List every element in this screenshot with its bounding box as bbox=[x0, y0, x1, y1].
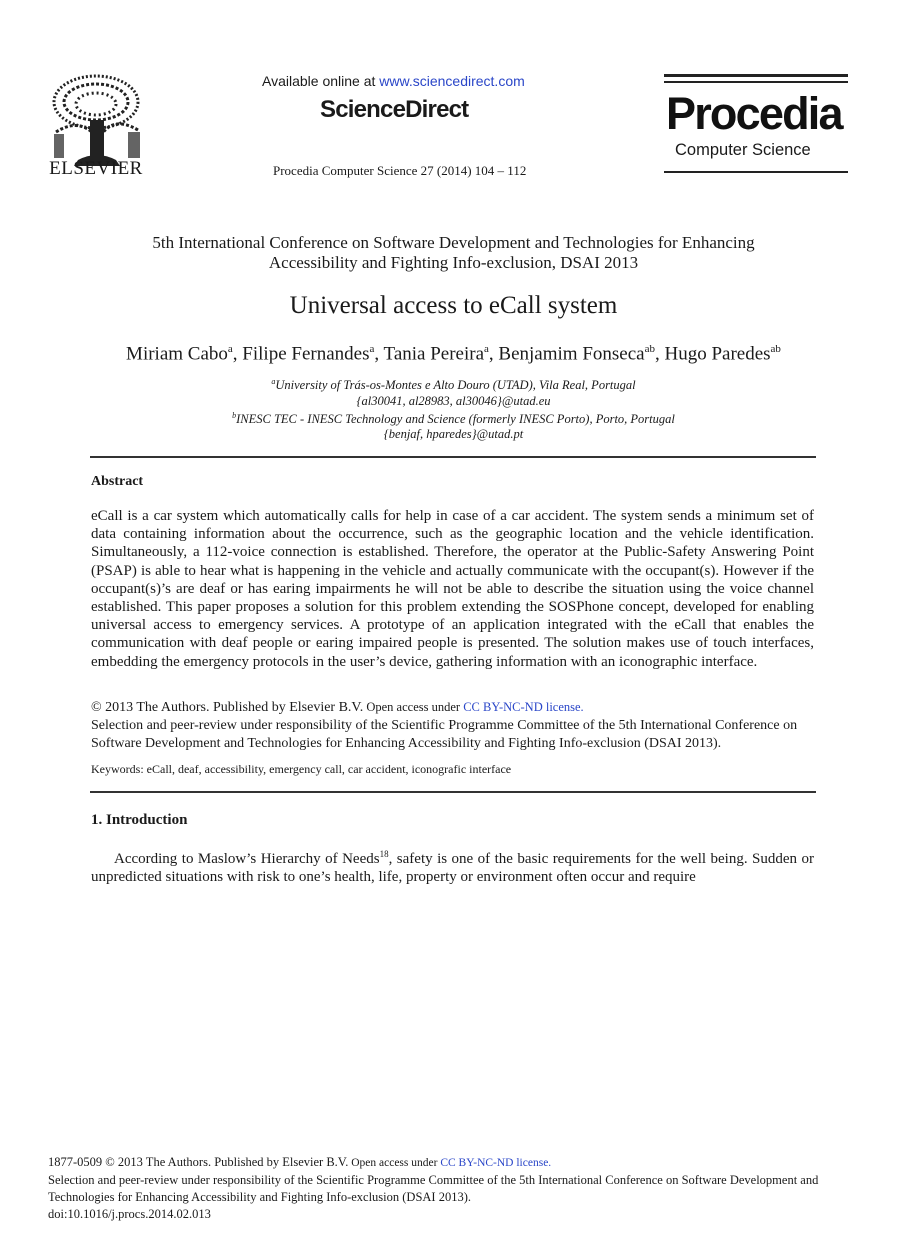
intro-text: According to Maslow’s Hierarchy of Needs bbox=[114, 851, 380, 867]
procedia-logo bbox=[664, 74, 848, 174]
affiliation-mark: b bbox=[232, 411, 237, 420]
author-affiliation-mark: ab bbox=[770, 343, 781, 355]
footer-license-link[interactable]: CC BY-NC-ND license. bbox=[440, 1157, 552, 1169]
author-name: Miriam Cabo bbox=[126, 343, 228, 365]
affiliation bbox=[0, 377, 907, 393]
affiliation-emails bbox=[0, 427, 907, 442]
logo-rule-bottom bbox=[664, 171, 848, 173]
journal-reference: Procedia Computer Science 27 (2014) 104 – 112 bbox=[273, 163, 527, 178]
conference-line-2: Accessibility and Fighting Info-exclusion, DSAI 2013 bbox=[268, 253, 639, 272]
copyright-text: © 2013 The Authors. Published by Elsevier B.V. bbox=[91, 700, 364, 715]
intro-text: , safety is one of the basic requirements for the well being. Sudden or unpredicted situations with risk to one’s health, life, property or environment often occur and require bbox=[91, 851, 814, 885]
affiliation-text: {al30041, al28983, al30046}@utad.eu bbox=[356, 394, 551, 408]
author-name: Tania Pereira bbox=[383, 343, 485, 365]
author-name: Hugo Paredes bbox=[664, 343, 771, 365]
publisher-name: ELSEVIER bbox=[49, 158, 143, 179]
abstract-text: eCall is a car system which automatically calls for help in case of a car accident. The system sends a minimum set of data containing information about the occurrence, such as the geographic location and the vehicle identification. Simultaneously, a 112-voice connection is established. Therefore, the operator at the Public-Safety Answering Point (PSAP) is able to hear what is happening in the vehicle and actually communicate with the occupant(s). However if the occupant(s)’s are deaf or has earing impairments he will not be able to describe the situation using the voice channel established. This paper proposes a solution for this problem extending the SOSPhone concept, developed for enabling universal access to emergency services. A prototype of an application integrated with the eCall that enables the communication with deaf people or earing impaired people is presented. The solution makes use of touch interfaces, embedding the emergency protocols in the user’s device, gathering information with an iconographic interface. bbox=[91, 508, 814, 670]
procedia-subtitle: Computer Science bbox=[675, 141, 811, 159]
affiliation-text: {benjaf, hparedes}@utad.pt bbox=[383, 427, 524, 441]
author-affiliation-mark: a bbox=[227, 343, 233, 355]
author-name: Filipe Fernandes bbox=[242, 343, 370, 365]
sciencedirect-link[interactable]: www.sciencedirect.com bbox=[379, 73, 525, 89]
divider bbox=[90, 791, 816, 793]
logo-rule-top-thin bbox=[664, 81, 848, 83]
sciencedirect-logo: ScienceDirect bbox=[320, 96, 469, 123]
abstract-heading: Abstract bbox=[91, 474, 144, 489]
author-affiliation-mark: ab bbox=[644, 343, 655, 355]
affiliation-mark: a bbox=[271, 377, 276, 386]
available-online bbox=[262, 73, 525, 89]
logo-rule-top bbox=[664, 74, 848, 77]
page-footer bbox=[48, 1154, 858, 1223]
open-access-text: Open access under bbox=[363, 700, 464, 714]
open-access-text: Open access under bbox=[348, 1157, 441, 1169]
conference-line-1: 5th International Conference on Software Development and Technologies for Enhancing bbox=[152, 233, 755, 252]
paper-title: Universal access to eCall system bbox=[289, 292, 618, 319]
divider bbox=[90, 456, 816, 458]
affiliation bbox=[0, 411, 907, 427]
section-heading: 1. Introduction bbox=[91, 812, 188, 828]
author-name: Benjamim Fonseca bbox=[498, 343, 645, 365]
procedia-title: Procedia bbox=[666, 88, 842, 139]
footer-issn bbox=[48, 1154, 858, 1172]
affiliation-text: INESC TEC - INESC Technology and Science (formerly INESC Porto), Porto, Portugal bbox=[236, 412, 675, 427]
author-list: Miriam Cabo$^a$, Filipe Fernandes$^a$, Tania Pereira$^a$, Benjamim Fonseca$^{ab}$, Hugo Paredes$^{ab}$ bbox=[126, 343, 781, 365]
intro-paragraph bbox=[91, 850, 814, 886]
footer-doi: doi:10.1016/j.procs.2014.02.013 bbox=[48, 1207, 211, 1221]
copyright-line bbox=[91, 700, 584, 716]
citation-ref[interactable]: 18 bbox=[379, 849, 389, 859]
footer-selection: Selection and peer-review under responsibility of the Scientific Programme Committee of the 5th International Conference on Software Development and Technologies for Enhancing Accessibility and Fighting Info-exclusion (DSAI 2013). bbox=[48, 1173, 819, 1204]
peer-review-statement: Selection and peer-review under responsibility of the Scientific Programme Committee of the 5th International Conference on Software Development and Technologies for Enhancing Accessibility and Fighting Info-exclusion (DSAI 2013). bbox=[91, 718, 798, 751]
affiliation-text: University of Trás-os-Montes e Alto Douro (UTAD), Vila Real, Portugal bbox=[275, 378, 636, 393]
author-affiliation-mark: a bbox=[369, 343, 375, 355]
affiliation-emails bbox=[0, 394, 907, 409]
available-prefix: Available online at bbox=[262, 73, 380, 89]
keywords: Keywords: eCall, deaf, accessibility, emergency call, car accident, iconografic interface bbox=[91, 762, 512, 776]
issn-text: 1877-0509 © 2013 The Authors. Published by Elsevier B.V. bbox=[48, 1155, 349, 1169]
author-affiliation-mark: a bbox=[484, 343, 489, 355]
license-link[interactable]: CC BY-NC-ND license. bbox=[463, 700, 584, 714]
